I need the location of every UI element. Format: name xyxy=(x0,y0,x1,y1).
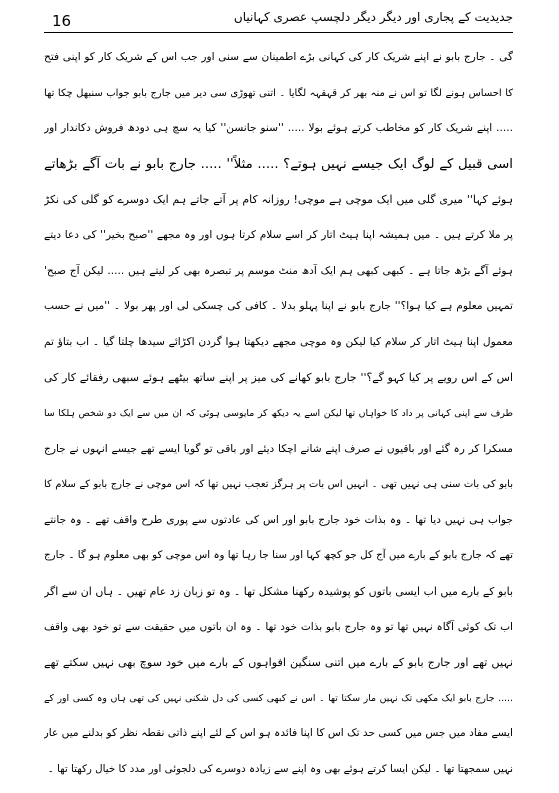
page-number: 16 xyxy=(52,12,72,30)
text-line: تمہیں معلوم ہے کیا ہوا؟'' جارج بابو نے اپنا پہلو بدلا ۔ کافی کی چسکی لی اور پھر بولا ۔ ''میں نے حسب xyxy=(44,300,513,313)
text-line: اسی قبیل کے لوگ ایک جیسے نہیں ہوتے؟ ..... مثلاً'' ..... جارج بابو نے بات آگے بڑھاتے xyxy=(44,156,513,172)
text-line: ..... اپنے شریک کار کو مخاطب کرتے ہوئے بولا ..... ''سنو جانسن'' کیا یہ سچ ہی دودھ فروش دکاندار اور xyxy=(44,122,513,135)
text-line: ایسے مفاد میں جس میں کسی حد تک اس کا اپنا فائدہ ہو اس کے لئے اپنے ذاتی نقطہ نظر کو بدلنے میں عار xyxy=(44,727,513,740)
text-line: جواب ہی نہیں دیا تھا ۔ وہ بذات خود جارج بابو اور اس کی عادتوں سے پوری طرح واقف تھے ۔ وہ جانتے xyxy=(44,513,513,526)
text-line: مسکرا کر رہ گئے اور باقیوں نے صرف اپنے شانے اچکا دیئے اور باقی تو گویا ایسے تھے جیسے انہوں نے جارج xyxy=(44,442,513,455)
text-line: تھے کہ جارج بابو کے بارے میں آج کل جو کچھ کہا اور سنا جا رہا تھا وہ اس موچی کو بھی معلوم ہو گا ۔ جارج xyxy=(44,549,513,562)
text-line: نہیں تھے اور جارج بابو کے بارے میں اتنی سنگین افواہوں کے بارے میں خود سوچ بھی نہیں سکتے تھے xyxy=(44,656,513,670)
text-line: ..... جارج بابو ایک مکھی تک نہیں مار سکتا تھا ۔ اس نے کبھی کسی کی دل شکنی نہیں کی تھی ہاں وہ کسی اور کے xyxy=(44,692,513,704)
text-line: نہیں سمجھتا تھا ۔ لیکن ایسا کرتے ہوئے بھی وہ اپنے سے زیادہ دوسرے کی دلجوئی اور مدد کا خیال رکھتا تھا ۔ xyxy=(47,762,513,775)
text-line: گی ۔ جارج بابو نے اپنے شریک کار کی کہانی بڑے اطمینان سے سنی اور جب اس کے شریک کار کو اپنی فتح xyxy=(44,51,513,63)
page-header xyxy=(44,6,513,33)
text-line: پر ملا کرتے ہیں ۔ میں ہمیشہ اپنا ہیٹ اتار کر اسے سلام کرتا ہوں اور وہ مجھے ''صبح بخیر'' کی دعا دیتے xyxy=(44,228,513,241)
text-line: اس کے اس رویے پر کیا کہو گے؟'' جارج بابو کھانے کی میز پر اپنے ساتھ بیٹھے ہوئے سبھی رفقائے کار کی xyxy=(44,371,513,385)
text-line: کا احساس ہونے لگا تو اس نے منہ بھر کر قہقہہ لگایا ۔ اتنی تھوڑی سی دیر میں جارج بابو جواب سنبھل چکا تھا xyxy=(44,87,513,99)
text-line: ہوئے کہا'' میری گلی میں ایک موچی ہے موچی! روزانہ کام پر آتے جاتے ہم ایک دوسرے کو گلی کی نکڑ xyxy=(44,193,513,207)
text-line: ہوئے آگے بڑھ جاتا ہے ۔ کبھی کبھی ہم ایک آدھ منٹ موسم پر تبصرہ بھی کر لیتے ہیں ..... لیکن آج صبح' xyxy=(44,264,513,277)
text-line: طرف سے اپنی کہانی پر داد کا خواہاں تھا لیکن اسے یہ دیکھ کر مایوسی ہوئی کہ ان میں سے ایک دو شخص ہلکا سا xyxy=(44,407,513,419)
text-line: معمول اپنا ہیٹ اتار کر سلام کیا لیکن وہ موچی مجھے دیکھتا ہوا گردن اکڑائے سیدھا چلتا گیا ۔ اب بتاؤ تم xyxy=(44,335,513,348)
body-text xyxy=(44,40,513,787)
text-line: اب تک کوئی آگاہ نہیں تھا تو وہ جارج بابو بذات خود تھا ۔ وہ ان باتوں میں حقیقت سے تو خود بھی واقف xyxy=(44,620,513,633)
running-title: جدیدیت کے پجاری اور دیگر دیگر دلچسپ عصری کہانیاں xyxy=(233,10,513,24)
text-line: بابو کے بارے میں اب ایسی باتوں کو پوشیدہ رکھنا مشکل تھا ۔ وہ تو زبان زد عام تھیں ۔ ہاں ان سے اگر xyxy=(44,584,513,598)
text-line: بابو کی بات سنی ہی نہیں تھی ۔ انہیں اس بات پر ہرگز تعجب نہیں تھا کہ اس موچی نے جارج بابو کے سلام کا xyxy=(44,479,513,491)
